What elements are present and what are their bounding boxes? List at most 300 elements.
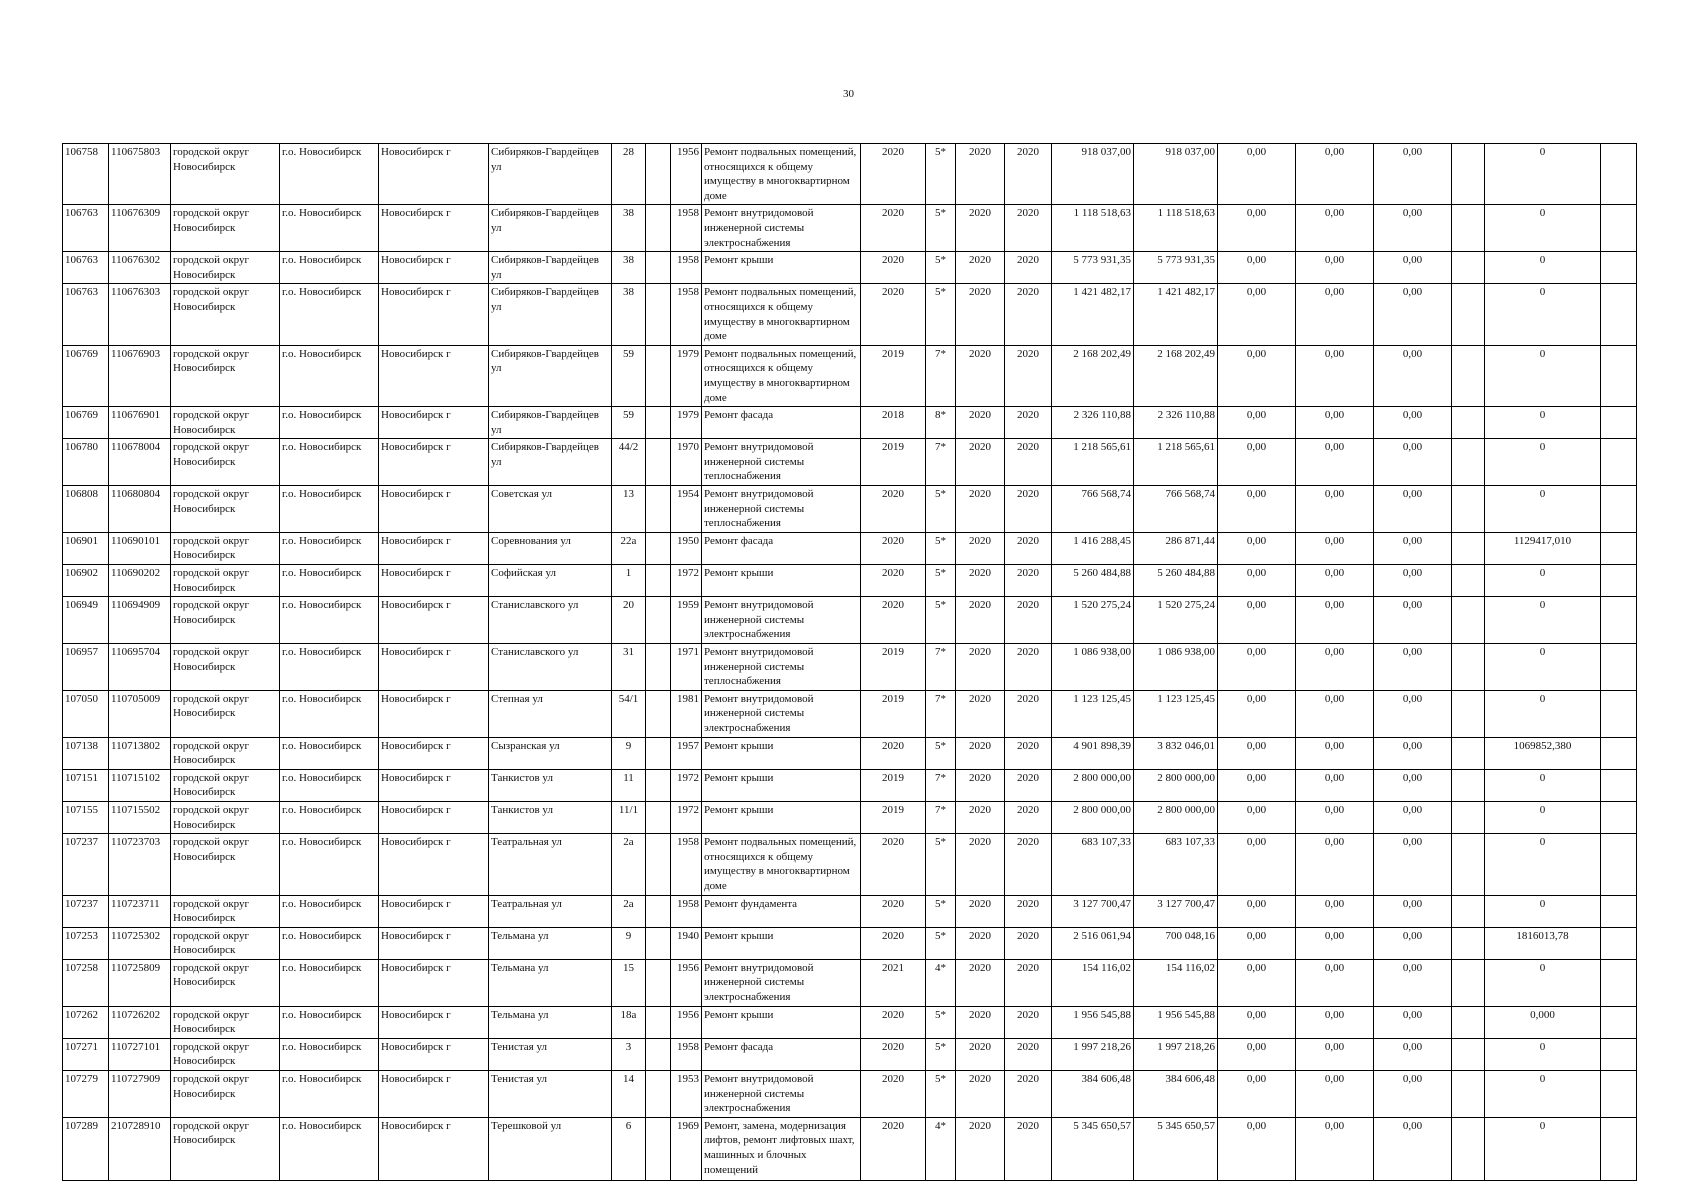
cell-built-year: 1958 (671, 834, 702, 895)
cell-locality: Новосибирск г (379, 345, 489, 406)
cell-house-number: 28 (612, 144, 646, 205)
cell-budget-cost: 0,00 (1218, 1117, 1296, 1180)
cell-priority: 5* (926, 1038, 956, 1070)
cell-blank (1452, 737, 1485, 769)
cell-priority: 4* (926, 1117, 956, 1180)
cell-end-year: 2020 (1005, 959, 1052, 1006)
cell-blank (1452, 801, 1485, 833)
cell-municipality: городской округ Новосибирск (171, 737, 280, 769)
cell-fund-cost: 1 086 938,00 (1134, 644, 1218, 691)
cell-owner-cost: 0 (1485, 895, 1601, 927)
cell-street: Тенистая ул (489, 1071, 612, 1118)
cell-fund-cost: 154 116,02 (1134, 959, 1218, 1006)
cell-priority: 5* (926, 284, 956, 345)
cell-total-cost: 1 956 545,88 (1052, 1006, 1134, 1038)
cell-region-cost: 0,00 (1296, 1117, 1374, 1180)
cell-end-year: 2020 (1005, 769, 1052, 801)
cell-district: г.о. Новосибирск (280, 144, 379, 205)
cell-blank (1452, 1006, 1485, 1038)
cell-local-cost: 0,00 (1374, 801, 1452, 833)
cell-budget-cost: 0,00 (1218, 834, 1296, 895)
cell-locality: Новосибирск г (379, 769, 489, 801)
cell-plan-year: 2020 (861, 284, 926, 345)
cell-house-number: 14 (612, 1071, 646, 1118)
table-row (63, 769, 1637, 801)
cell-owner-cost: 0 (1485, 644, 1601, 691)
cell-priority: 7* (926, 644, 956, 691)
cell-budget-cost: 0,00 (1218, 769, 1296, 801)
cell-record-id: 106758 (63, 144, 109, 205)
cell-locality: Новосибирск г (379, 597, 489, 644)
cell-plan-year: 2019 (861, 690, 926, 737)
cell-work-type: Ремонт внутридомовой инженерной системы теплоснабжения (702, 439, 861, 486)
cell-house-number: 38 (612, 284, 646, 345)
cell-owner-cost: 0 (1485, 205, 1601, 252)
cell-locality: Новосибирск г (379, 486, 489, 533)
cell-total-cost: 1 416 288,45 (1052, 532, 1134, 564)
cell-fund-cost: 1 123 125,45 (1134, 690, 1218, 737)
cell-work-type: Ремонт фасада (702, 532, 861, 564)
cell-start-year: 2020 (956, 1038, 1005, 1070)
cell-total-cost: 683 107,33 (1052, 834, 1134, 895)
cell-total-cost: 2 516 061,94 (1052, 927, 1134, 959)
cell-priority: 5* (926, 895, 956, 927)
cell-fund-cost: 918 037,00 (1134, 144, 1218, 205)
cell-record-id: 107258 (63, 959, 109, 1006)
cell-built-year: 1970 (671, 439, 702, 486)
cell-budget-cost: 0,00 (1218, 439, 1296, 486)
cell-start-year: 2020 (956, 801, 1005, 833)
cell-district: г.о. Новосибирск (280, 565, 379, 597)
cell-priority: 7* (926, 801, 956, 833)
cell-end-year: 2020 (1005, 532, 1052, 564)
cell-street: Сызранская ул (489, 737, 612, 769)
cell-local-cost: 0,00 (1374, 1038, 1452, 1070)
cell-work-id: 110723703 (109, 834, 171, 895)
cell-start-year: 2020 (956, 1117, 1005, 1180)
cell-municipality: городской округ Новосибирск (171, 565, 280, 597)
cell-owner-cost: 1816013,78 (1485, 927, 1601, 959)
cell-built-year: 1956 (671, 959, 702, 1006)
cell-built-year: 1956 (671, 1006, 702, 1038)
cell-region-cost: 0,00 (1296, 532, 1374, 564)
cell-owner-cost: 0 (1485, 252, 1601, 284)
cell-fund-cost: 1 421 482,17 (1134, 284, 1218, 345)
cell-municipality: городской округ Новосибирск (171, 801, 280, 833)
cell-blank-end (1601, 1038, 1637, 1070)
cell-local-cost: 0,00 (1374, 205, 1452, 252)
cell-owner-cost: 0 (1485, 597, 1601, 644)
cell-local-cost: 0,00 (1374, 644, 1452, 691)
cell-blank (1452, 927, 1485, 959)
cell-fund-cost: 3 832 046,01 (1134, 737, 1218, 769)
cell-housing (646, 252, 671, 284)
cell-built-year: 1969 (671, 1117, 702, 1180)
cell-municipality: городской округ Новосибирск (171, 834, 280, 895)
cell-end-year: 2020 (1005, 801, 1052, 833)
cell-locality: Новосибирск г (379, 144, 489, 205)
cell-record-id: 106957 (63, 644, 109, 691)
cell-region-cost: 0,00 (1296, 959, 1374, 1006)
cell-local-cost: 0,00 (1374, 486, 1452, 533)
cell-fund-cost: 1 218 565,61 (1134, 439, 1218, 486)
cell-region-cost: 0,00 (1296, 834, 1374, 895)
cell-record-id: 107237 (63, 895, 109, 927)
cell-district: г.о. Новосибирск (280, 959, 379, 1006)
cell-local-cost: 0,00 (1374, 690, 1452, 737)
cell-record-id: 107138 (63, 737, 109, 769)
cell-work-id: 110676903 (109, 345, 171, 406)
cell-fund-cost: 1 956 545,88 (1134, 1006, 1218, 1038)
cell-work-type: Ремонт, замена, модернизация лифтов, ремонт лифтовых шахт, машинных и блочных помещений (702, 1117, 861, 1180)
cell-work-type: Ремонт подвальных помещений, относящихся к общему имуществу в многоквартирном доме (702, 284, 861, 345)
cell-plan-year: 2019 (861, 644, 926, 691)
cell-owner-cost: 1069852,380 (1485, 737, 1601, 769)
cell-end-year: 2020 (1005, 737, 1052, 769)
cell-start-year: 2020 (956, 644, 1005, 691)
cell-local-cost: 0,00 (1374, 439, 1452, 486)
cell-total-cost: 1 997 218,26 (1052, 1038, 1134, 1070)
cell-work-type: Ремонт внутридомовой инженерной системы электроснабжения (702, 690, 861, 737)
cell-locality: Новосибирск г (379, 407, 489, 439)
cell-end-year: 2020 (1005, 1038, 1052, 1070)
cell-municipality: городской округ Новосибирск (171, 532, 280, 564)
cell-total-cost: 384 606,48 (1052, 1071, 1134, 1118)
table-body (63, 144, 1637, 1181)
cell-plan-year: 2020 (861, 144, 926, 205)
cell-priority: 7* (926, 439, 956, 486)
cell-housing (646, 486, 671, 533)
cell-street: Советская ул (489, 486, 612, 533)
cell-blank (1452, 486, 1485, 533)
cell-district: г.о. Новосибирск (280, 1071, 379, 1118)
table-row (63, 597, 1637, 644)
cell-total-cost: 5 260 484,88 (1052, 565, 1134, 597)
cell-district: г.о. Новосибирск (280, 644, 379, 691)
cell-budget-cost: 0,00 (1218, 1006, 1296, 1038)
cell-locality: Новосибирск г (379, 737, 489, 769)
cell-work-type: Ремонт крыши (702, 1006, 861, 1038)
cell-start-year: 2020 (956, 959, 1005, 1006)
cell-record-id: 106949 (63, 597, 109, 644)
cell-local-cost: 0,00 (1374, 895, 1452, 927)
cell-owner-cost: 0 (1485, 1117, 1601, 1180)
cell-street: Сибиряков-Гвардейцев ул (489, 205, 612, 252)
cell-locality: Новосибирск г (379, 801, 489, 833)
cell-work-id: 110713802 (109, 737, 171, 769)
cell-work-id: 110725302 (109, 927, 171, 959)
cell-blank-end (1601, 439, 1637, 486)
cell-house-number: 59 (612, 407, 646, 439)
cell-start-year: 2020 (956, 597, 1005, 644)
cell-owner-cost: 0,000 (1485, 1006, 1601, 1038)
cell-street: Станиславского ул (489, 644, 612, 691)
cell-housing (646, 959, 671, 1006)
cell-work-type: Ремонт подвальных помещений, относящихся к общему имуществу в многоквартирном доме (702, 144, 861, 205)
cell-blank (1452, 252, 1485, 284)
cell-total-cost: 1 086 938,00 (1052, 644, 1134, 691)
cell-end-year: 2020 (1005, 284, 1052, 345)
cell-owner-cost: 0 (1485, 1038, 1601, 1070)
cell-blank-end (1601, 205, 1637, 252)
cell-blank-end (1601, 801, 1637, 833)
cell-record-id: 107279 (63, 1071, 109, 1118)
cell-street: Сибиряков-Гвардейцев ул (489, 252, 612, 284)
cell-priority: 4* (926, 959, 956, 1006)
cell-work-type: Ремонт подвальных помещений, относящихся к общему имуществу в многоквартирном доме (702, 834, 861, 895)
cell-plan-year: 2018 (861, 407, 926, 439)
cell-local-cost: 0,00 (1374, 144, 1452, 205)
cell-region-cost: 0,00 (1296, 690, 1374, 737)
cell-house-number: 2а (612, 895, 646, 927)
cell-blank-end (1601, 737, 1637, 769)
cell-local-cost: 0,00 (1374, 1117, 1452, 1180)
cell-budget-cost: 0,00 (1218, 565, 1296, 597)
cell-work-id: 110676303 (109, 284, 171, 345)
cell-priority: 5* (926, 834, 956, 895)
cell-district: г.о. Новосибирск (280, 532, 379, 564)
cell-work-id: 110725809 (109, 959, 171, 1006)
cell-total-cost: 2 800 000,00 (1052, 801, 1134, 833)
cell-street: Степная ул (489, 690, 612, 737)
cell-work-type: Ремонт внутридомовой инженерной системы электроснабжения (702, 597, 861, 644)
cell-blank-end (1601, 1071, 1637, 1118)
cell-priority: 5* (926, 1006, 956, 1038)
cell-fund-cost: 3 127 700,47 (1134, 895, 1218, 927)
cell-start-year: 2020 (956, 895, 1005, 927)
cell-blank-end (1601, 532, 1637, 564)
cell-street: Театральная ул (489, 834, 612, 895)
table-row (63, 144, 1637, 205)
cell-start-year: 2020 (956, 284, 1005, 345)
cell-budget-cost: 0,00 (1218, 532, 1296, 564)
cell-fund-cost: 683 107,33 (1134, 834, 1218, 895)
cell-blank (1452, 205, 1485, 252)
cell-fund-cost: 5 773 931,35 (1134, 252, 1218, 284)
cell-street: Сибиряков-Гвардейцев ул (489, 144, 612, 205)
table-row (63, 345, 1637, 406)
cell-priority: 7* (926, 690, 956, 737)
cell-budget-cost: 0,00 (1218, 690, 1296, 737)
cell-built-year: 1958 (671, 1038, 702, 1070)
cell-blank-end (1601, 1117, 1637, 1180)
cell-fund-cost: 5 345 650,57 (1134, 1117, 1218, 1180)
cell-blank (1452, 959, 1485, 1006)
cell-street: Станиславского ул (489, 597, 612, 644)
table-row (63, 690, 1637, 737)
cell-locality: Новосибирск г (379, 895, 489, 927)
cell-total-cost: 2 168 202,49 (1052, 345, 1134, 406)
cell-blank-end (1601, 345, 1637, 406)
cell-work-id: 110676309 (109, 205, 171, 252)
cell-plan-year: 2020 (861, 205, 926, 252)
cell-priority: 5* (926, 486, 956, 533)
cell-local-cost: 0,00 (1374, 565, 1452, 597)
cell-work-id: 110726202 (109, 1006, 171, 1038)
cell-work-id: 210728910 (109, 1117, 171, 1180)
cell-housing (646, 834, 671, 895)
cell-work-type: Ремонт крыши (702, 927, 861, 959)
cell-blank (1452, 144, 1485, 205)
cell-work-id: 110676302 (109, 252, 171, 284)
cell-region-cost: 0,00 (1296, 252, 1374, 284)
cell-house-number: 9 (612, 737, 646, 769)
cell-built-year: 1956 (671, 144, 702, 205)
cell-house-number: 3 (612, 1038, 646, 1070)
cell-total-cost: 1 118 518,63 (1052, 205, 1134, 252)
cell-blank (1452, 1071, 1485, 1118)
cell-end-year: 2020 (1005, 895, 1052, 927)
cell-street: Соревнования ул (489, 532, 612, 564)
cell-blank (1452, 532, 1485, 564)
cell-region-cost: 0,00 (1296, 737, 1374, 769)
cell-district: г.о. Новосибирск (280, 1117, 379, 1180)
cell-budget-cost: 0,00 (1218, 737, 1296, 769)
table-row (63, 1071, 1637, 1118)
cell-street: Тенистая ул (489, 1038, 612, 1070)
cell-district: г.о. Новосибирск (280, 801, 379, 833)
table-row (63, 1006, 1637, 1038)
cell-built-year: 1954 (671, 486, 702, 533)
cell-locality: Новосибирск г (379, 439, 489, 486)
cell-municipality: городской округ Новосибирск (171, 486, 280, 533)
cell-total-cost: 154 116,02 (1052, 959, 1134, 1006)
cell-start-year: 2020 (956, 927, 1005, 959)
cell-work-id: 110715102 (109, 769, 171, 801)
cell-region-cost: 0,00 (1296, 205, 1374, 252)
cell-housing (646, 769, 671, 801)
cell-fund-cost: 766 568,74 (1134, 486, 1218, 533)
cell-end-year: 2020 (1005, 690, 1052, 737)
cell-end-year: 2020 (1005, 1071, 1052, 1118)
cell-blank-end (1601, 407, 1637, 439)
cell-budget-cost: 0,00 (1218, 801, 1296, 833)
cell-start-year: 2020 (956, 1006, 1005, 1038)
cell-housing (646, 565, 671, 597)
cell-record-id: 106763 (63, 284, 109, 345)
cell-plan-year: 2019 (861, 769, 926, 801)
cell-priority: 5* (926, 532, 956, 564)
cell-work-id: 110690101 (109, 532, 171, 564)
cell-start-year: 2020 (956, 345, 1005, 406)
cell-owner-cost: 0 (1485, 801, 1601, 833)
cell-blank-end (1601, 927, 1637, 959)
cell-local-cost: 0,00 (1374, 927, 1452, 959)
cell-priority: 5* (926, 597, 956, 644)
cell-blank (1452, 439, 1485, 486)
cell-municipality: городской округ Новосибирск (171, 597, 280, 644)
cell-street: Сибиряков-Гвардейцев ул (489, 407, 612, 439)
cell-owner-cost: 0 (1485, 834, 1601, 895)
cell-priority: 8* (926, 407, 956, 439)
cell-fund-cost: 2 800 000,00 (1134, 801, 1218, 833)
cell-work-type: Ремонт внутридомовой инженерной системы электроснабжения (702, 1071, 861, 1118)
cell-house-number: 13 (612, 486, 646, 533)
cell-local-cost: 0,00 (1374, 1071, 1452, 1118)
cell-end-year: 2020 (1005, 1006, 1052, 1038)
cell-blank (1452, 597, 1485, 644)
cell-fund-cost: 5 260 484,88 (1134, 565, 1218, 597)
table-row (63, 486, 1637, 533)
cell-work-id: 110690202 (109, 565, 171, 597)
table-row (63, 895, 1637, 927)
cell-budget-cost: 0,00 (1218, 1071, 1296, 1118)
cell-housing (646, 737, 671, 769)
cell-priority: 5* (926, 737, 956, 769)
cell-built-year: 1940 (671, 927, 702, 959)
cell-housing (646, 801, 671, 833)
cell-blank-end (1601, 597, 1637, 644)
cell-record-id: 107237 (63, 834, 109, 895)
cell-region-cost: 0,00 (1296, 486, 1374, 533)
cell-plan-year: 2020 (861, 1038, 926, 1070)
cell-blank-end (1601, 959, 1637, 1006)
cell-region-cost: 0,00 (1296, 1071, 1374, 1118)
table-row (63, 1117, 1637, 1180)
cell-work-type: Ремонт внутридомовой инженерной системы теплоснабжения (702, 644, 861, 691)
cell-region-cost: 0,00 (1296, 644, 1374, 691)
cell-work-id: 110675803 (109, 144, 171, 205)
cell-total-cost: 918 037,00 (1052, 144, 1134, 205)
cell-locality: Новосибирск г (379, 959, 489, 1006)
cell-district: г.о. Новосибирск (280, 834, 379, 895)
cell-end-year: 2020 (1005, 252, 1052, 284)
cell-built-year: 1979 (671, 407, 702, 439)
cell-owner-cost: 0 (1485, 959, 1601, 1006)
cell-work-id: 110678004 (109, 439, 171, 486)
cell-record-id: 106763 (63, 205, 109, 252)
cell-region-cost: 0,00 (1296, 927, 1374, 959)
cell-locality: Новосибирск г (379, 252, 489, 284)
cell-district: г.о. Новосибирск (280, 486, 379, 533)
cell-housing (646, 532, 671, 564)
cell-street: Тельмана ул (489, 959, 612, 1006)
cell-blank-end (1601, 769, 1637, 801)
table-row (63, 565, 1637, 597)
cell-house-number: 44/2 (612, 439, 646, 486)
cell-blank (1452, 644, 1485, 691)
cell-local-cost: 0,00 (1374, 769, 1452, 801)
table-row (63, 737, 1637, 769)
cell-owner-cost: 0 (1485, 439, 1601, 486)
cell-plan-year: 2020 (861, 1006, 926, 1038)
cell-work-type: Ремонт внутридомовой инженерной системы электроснабжения (702, 205, 861, 252)
cell-start-year: 2020 (956, 439, 1005, 486)
cell-local-cost: 0,00 (1374, 959, 1452, 1006)
cell-built-year: 1957 (671, 737, 702, 769)
cell-region-cost: 0,00 (1296, 439, 1374, 486)
cell-housing (646, 1038, 671, 1070)
cell-end-year: 2020 (1005, 565, 1052, 597)
cell-local-cost: 0,00 (1374, 834, 1452, 895)
cell-plan-year: 2020 (861, 895, 926, 927)
cell-blank-end (1601, 644, 1637, 691)
cell-blank-end (1601, 144, 1637, 205)
cell-street: Сибиряков-Гвардейцев ул (489, 284, 612, 345)
cell-blank (1452, 769, 1485, 801)
cell-local-cost: 0,00 (1374, 597, 1452, 644)
cell-start-year: 2020 (956, 486, 1005, 533)
cell-start-year: 2020 (956, 205, 1005, 252)
cell-district: г.о. Новосибирск (280, 407, 379, 439)
cell-municipality: городской округ Новосибирск (171, 252, 280, 284)
cell-record-id: 107271 (63, 1038, 109, 1070)
cell-municipality: городской округ Новосибирск (171, 345, 280, 406)
cell-owner-cost: 0 (1485, 1071, 1601, 1118)
table-row (63, 205, 1637, 252)
cell-budget-cost: 0,00 (1218, 345, 1296, 406)
cell-priority: 7* (926, 345, 956, 406)
